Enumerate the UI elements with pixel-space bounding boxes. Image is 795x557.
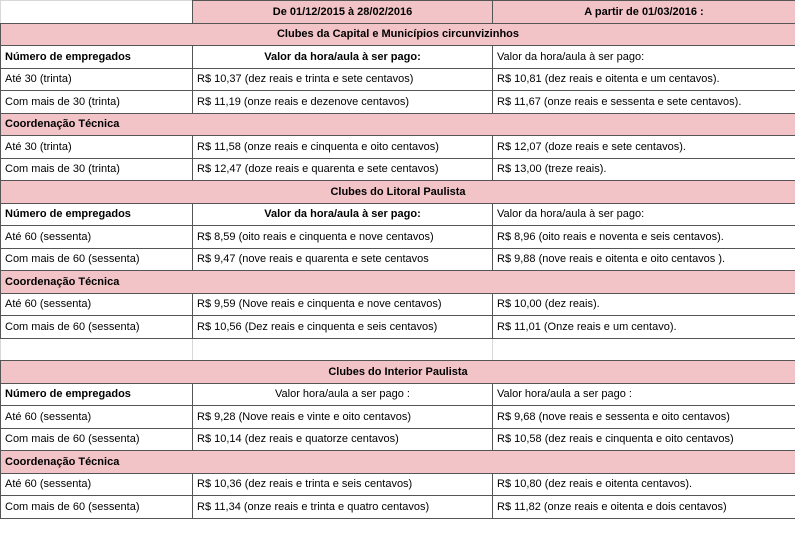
section-title-interior: Clubes do Interior Paulista xyxy=(1,361,795,384)
section-title-litoral: Clubes do Litoral Paulista xyxy=(1,181,795,204)
rate-header-period-2: Valor da hora/aula à ser pago: xyxy=(493,203,795,226)
rate-header-period-2: Valor da hora/aula à ser pago: xyxy=(493,46,795,69)
employees-header: Número de empregados xyxy=(1,383,193,406)
employees-cell: Com mais de 30 (trinta) xyxy=(1,158,193,181)
table-row xyxy=(1,406,795,429)
employees-cell: Até 60 (sessenta) xyxy=(1,406,193,429)
rate-cell-period-1: R$ 11,58 (onze reais e cinquenta e oito centavos) xyxy=(193,136,493,159)
table-row xyxy=(1,473,795,496)
column-header-row xyxy=(1,383,795,406)
rate-header-period-1: Valor da hora/aula à ser pago: xyxy=(193,46,493,69)
rate-cell-period-1: R$ 8,59 (oito reais e cinquenta e nove centavos) xyxy=(193,226,493,249)
rate-cell-period-2: R$ 9,88 (nove reais e oitenta e oito centavos ). xyxy=(493,248,795,271)
table-row xyxy=(1,158,795,181)
section-title-row xyxy=(1,181,795,204)
rate-cell-period-2: R$ 10,80 (dez reais e oitenta centavos). xyxy=(493,473,795,496)
section-title-row xyxy=(1,23,795,46)
coordination-title: Coordenação Técnica xyxy=(1,451,795,474)
rate-cell-period-1: R$ 11,19 (onze reais e dezenove centavos) xyxy=(193,91,493,114)
employees-cell: Até 60 (sessenta) xyxy=(1,473,193,496)
rate-cell-period-1: R$ 11,34 (onze reais e trinta e quatro centavos) xyxy=(193,496,493,519)
coordination-title: Coordenação Técnica xyxy=(1,271,795,294)
rate-cell-period-1: R$ 10,37 (dez reais e trinta e sete centavos) xyxy=(193,68,493,91)
period-header-row xyxy=(1,1,795,24)
coordination-title-row xyxy=(1,451,795,474)
empty-cell xyxy=(493,338,795,361)
coordination-title: Coordenação Técnica xyxy=(1,113,795,136)
rate-cell-period-1: R$ 9,59 (Nove reais e cinquenta e nove centavos) xyxy=(193,293,493,316)
employees-cell: Com mais de 60 (sessenta) xyxy=(1,316,193,339)
employees-cell: Com mais de 60 (sessenta) xyxy=(1,496,193,519)
employees-header: Número de empregados xyxy=(1,203,193,226)
coordination-title-row xyxy=(1,113,795,136)
table-row xyxy=(1,496,795,519)
rate-cell-period-2: R$ 12,07 (doze reais e sete centavos). xyxy=(493,136,795,159)
employees-header: Número de empregados xyxy=(1,46,193,69)
employees-cell: Com mais de 30 (trinta) xyxy=(1,91,193,114)
rate-cell-period-2: R$ 10,00 (dez reais). xyxy=(493,293,795,316)
rate-cell-period-2: R$ 8,96 (oito reais e noventa e seis centavos). xyxy=(493,226,795,249)
rate-cell-period-2: R$ 9,68 (nove reais e sessenta e oito centavos) xyxy=(493,406,795,429)
period-1-header: De 01/12/2015 à 28/02/2016 xyxy=(193,1,493,24)
table-row xyxy=(1,428,795,451)
period-2-header: A partir de 01/03/2016 : xyxy=(493,1,795,24)
rate-cell-period-1: R$ 10,36 (dez reais e trinta e seis centavos) xyxy=(193,473,493,496)
rate-header-period-1: Valor da hora/aula à ser pago: xyxy=(193,203,493,226)
column-header-row xyxy=(1,46,795,69)
rate-cell-period-2: R$ 10,58 (dez reais e cinquenta e oito centavos) xyxy=(493,428,795,451)
rate-cell-period-1: R$ 10,56 (Dez reais e cinquenta e seis centavos) xyxy=(193,316,493,339)
table-row xyxy=(1,316,795,339)
employees-cell: Com mais de 60 (sessenta) xyxy=(1,248,193,271)
rate-cell-period-2: R$ 11,82 (onze reais e oitenta e dois centavos) xyxy=(493,496,795,519)
rate-cell-period-1: R$ 10,14 (dez reais e quatorze centavos) xyxy=(193,428,493,451)
rate-cell-period-2: R$ 11,67 (onze reais e sessenta e sete centavos). xyxy=(493,91,795,114)
section-title-row xyxy=(1,361,795,384)
column-header-row xyxy=(1,203,795,226)
rate-header-period-1: Valor hora/aula a ser pago : xyxy=(193,383,493,406)
employees-cell: Até 60 (sessenta) xyxy=(1,226,193,249)
spacer-row xyxy=(1,338,795,361)
table-row xyxy=(1,136,795,159)
corner-cell xyxy=(1,1,193,24)
section-title-capital: Clubes da Capital e Municípios circunvizinhos xyxy=(1,23,795,46)
employees-cell: Até 30 (trinta) xyxy=(1,136,193,159)
table-row xyxy=(1,248,795,271)
employees-cell: Até 30 (trinta) xyxy=(1,68,193,91)
rate-cell-period-2: R$ 10,81 (dez reais e oitenta e um centavos). xyxy=(493,68,795,91)
employees-cell: Até 60 (sessenta) xyxy=(1,293,193,316)
rate-header-period-2: Valor hora/aula a ser pago : xyxy=(493,383,795,406)
table-row xyxy=(1,293,795,316)
rate-cell-period-2: R$ 13,00 (treze reais). xyxy=(493,158,795,181)
employees-cell: Com mais de 60 (sessenta) xyxy=(1,428,193,451)
table-row xyxy=(1,226,795,249)
empty-cell xyxy=(193,338,493,361)
rate-cell-period-2: R$ 11,01 (Onze reais e um centavo). xyxy=(493,316,795,339)
empty-cell xyxy=(1,338,193,361)
rate-cell-period-1: R$ 9,28 (Nove reais e vinte e oito centavos) xyxy=(193,406,493,429)
rate-cell-period-1: R$ 12,47 (doze reais e quarenta e sete centavos) xyxy=(193,158,493,181)
coordination-title-row xyxy=(1,271,795,294)
table-row xyxy=(1,91,795,114)
rate-cell-period-1: R$ 9,47 (nove reais e quarenta e sete centavos xyxy=(193,248,493,271)
table-row xyxy=(1,68,795,91)
